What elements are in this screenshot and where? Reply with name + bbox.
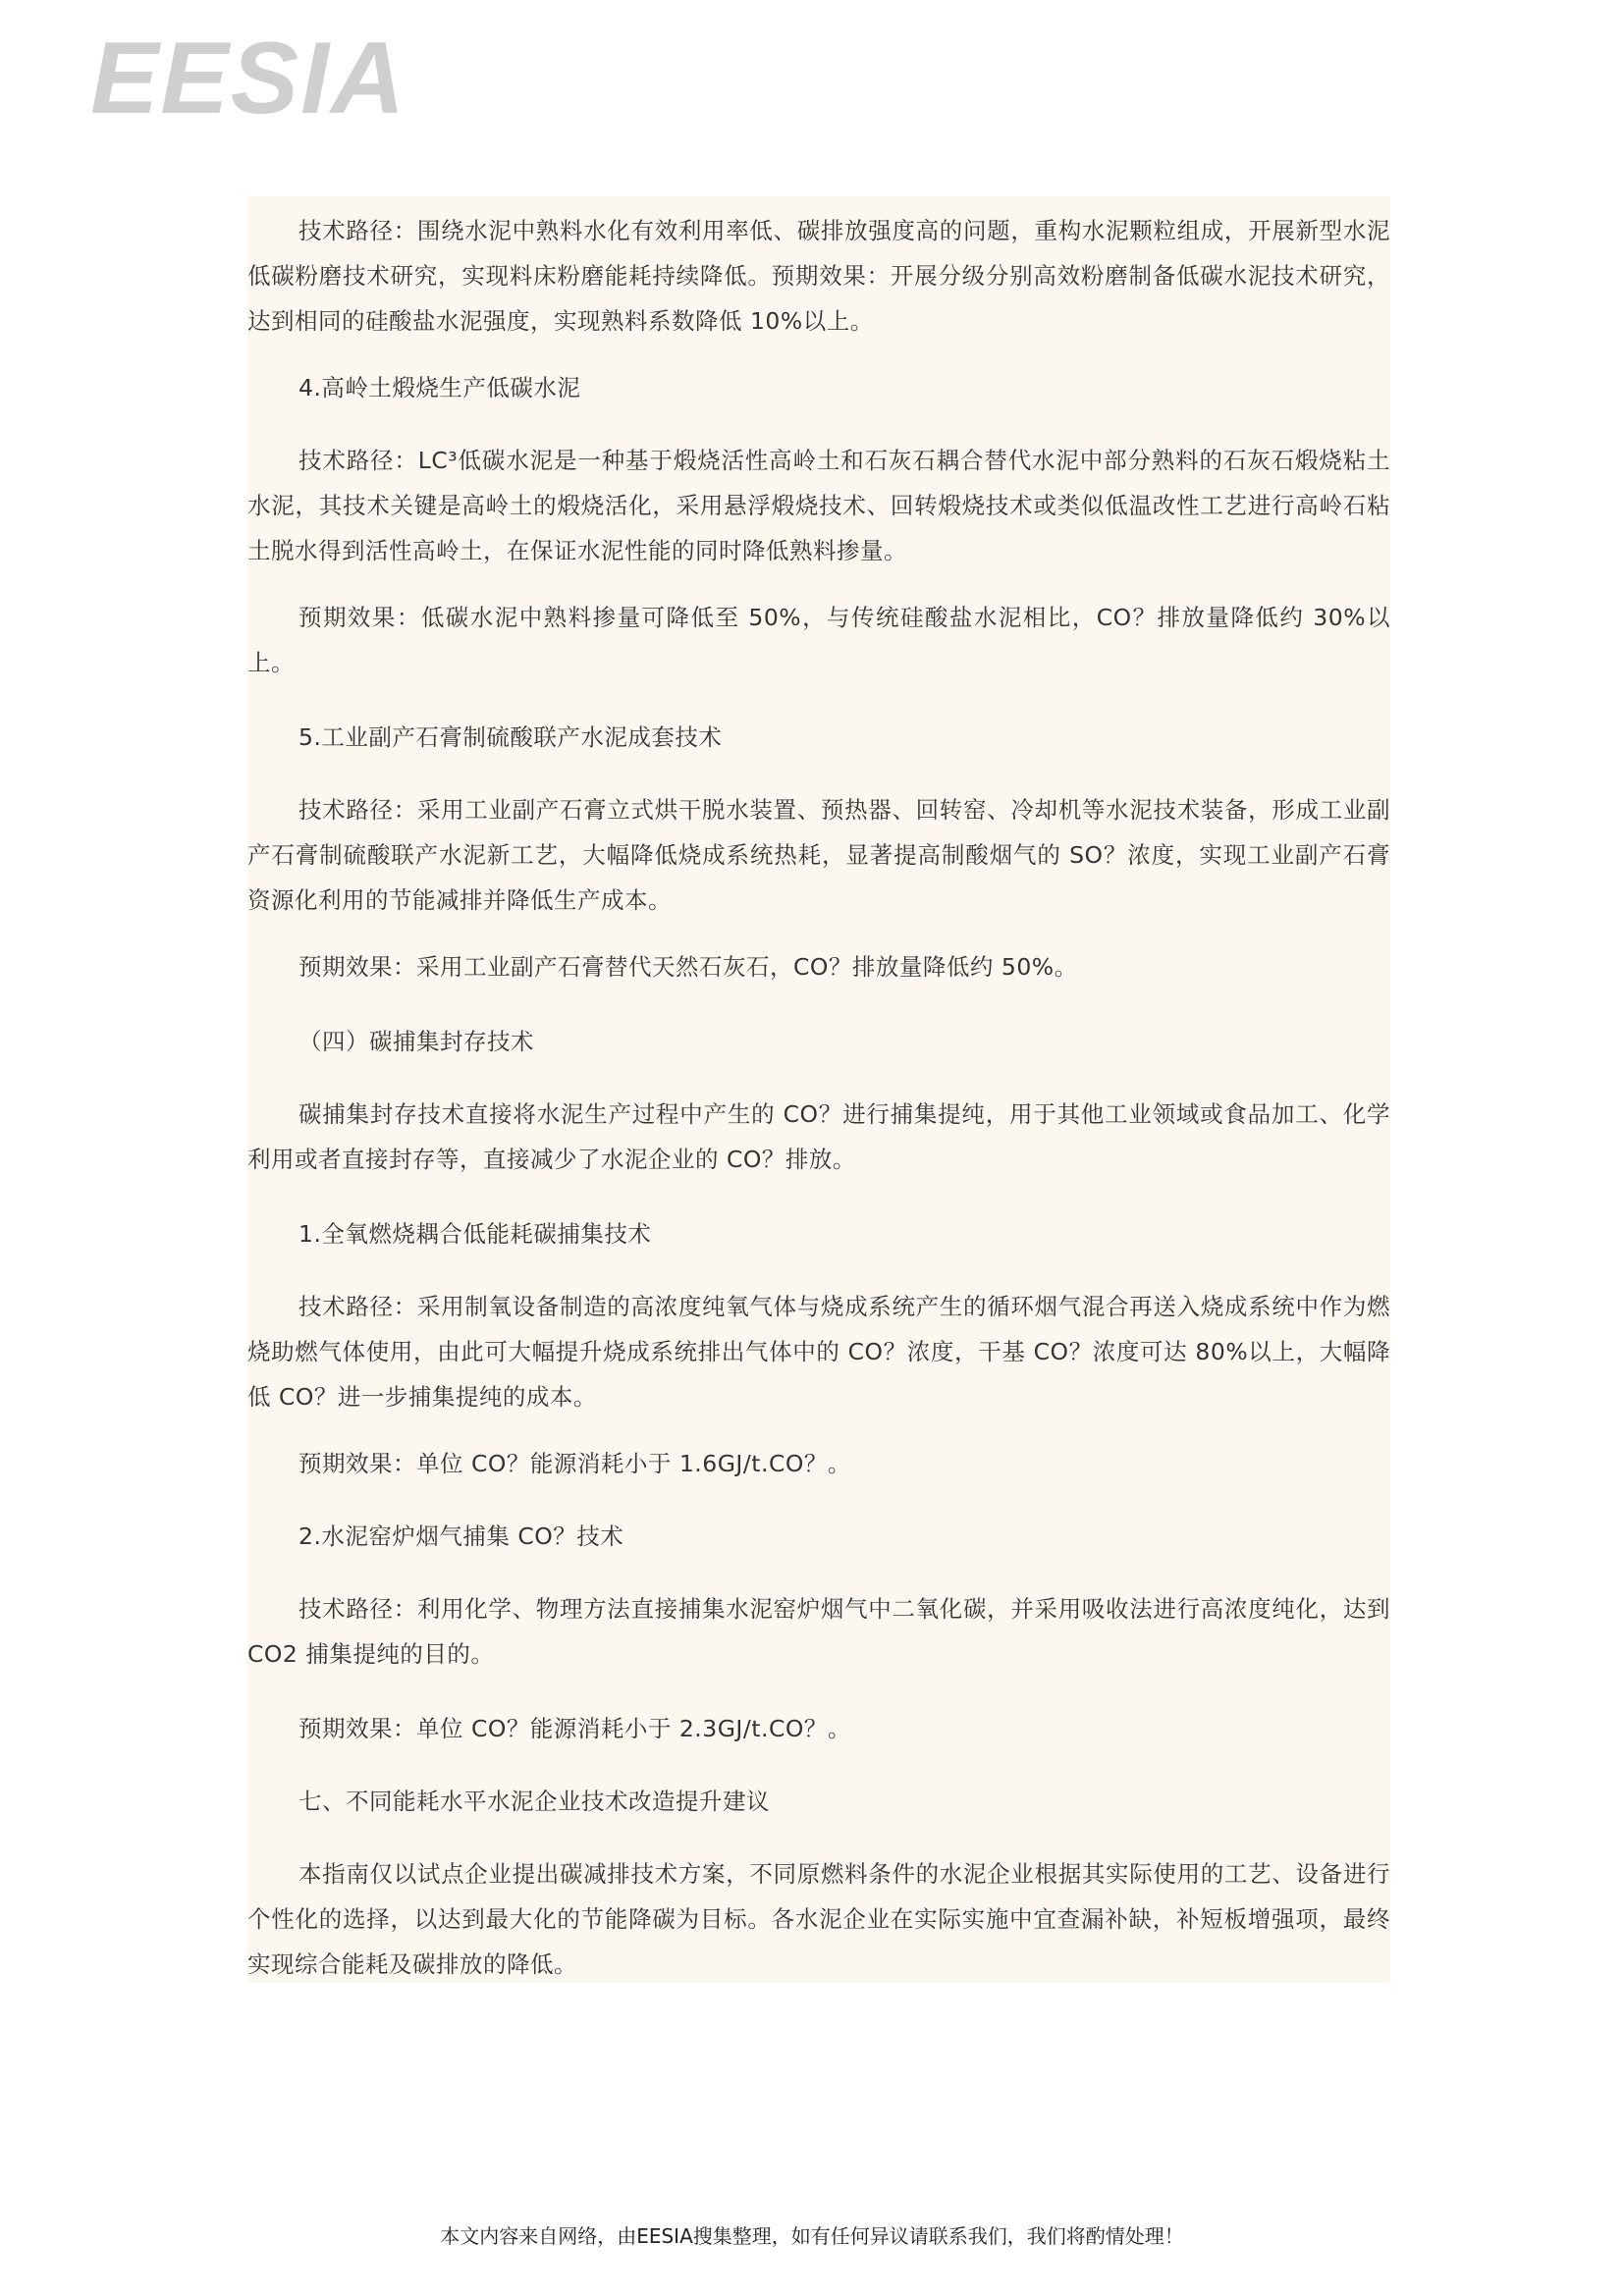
- heading-kiln-flue-gas-capture: 2.水泥窑炉烟气捕集 CO？技术: [298, 1522, 624, 1550]
- heading-gypsum-sulfuric-acid: 5.工业副产石膏制硫酸联产水泥成套技术: [298, 723, 723, 751]
- heading-oxyfuel-combustion: 1.全氧燃烧耦合低能耗碳捕集技术: [298, 1220, 652, 1248]
- paragraph-technical-route-oxyfuel: 技术路径：采用制氧设备制造的高浓度纯氧气体与烧成系统产生的循环烟气混合再送入烧成系统中作为燃烧助燃气体使用，由此可大幅提升烧成系统排出气体中的 CO？浓度，干基 CO？浓度可达 80%以上，大幅降低 CO？进一步捕集提纯的成本。: [247, 1293, 1390, 1411]
- paragraph-expected-effect-flue-gas: 预期效果：单位 CO？能源消耗小于 2.3GJ/t.CO？。: [298, 1715, 851, 1742]
- paragraph-technical-route-lc3: 技术路径：LC³低碳水泥是一种基于煅烧活性高岭土和石灰石耦合替代水泥中部分熟料的石灰石煅烧粘土水泥，其技术关键是高岭土的煅烧活化，采用悬浮煅烧技术、回转煅烧技术或类似低温改性工艺进行高岭石粘土脱水得到活性高岭土，在保证水泥性能的同时降低熟料掺量。: [247, 447, 1390, 564]
- heading-kaolin-calcination: 4.高岭土煅烧生产低碳水泥: [298, 374, 581, 401]
- heading-section-seven: 七、不同能耗水平水泥企业技术改造提升建议: [298, 1788, 770, 1815]
- paragraph-expected-effect-oxyfuel: 预期效果：单位 CO？能源消耗小于 1.6GJ/t.CO？。: [298, 1450, 851, 1477]
- paragraph-expected-effect-gypsum: 预期效果：采用工业副产石膏替代天然石灰石，CO？排放量降低约 50%。: [298, 953, 1078, 981]
- paragraph-guideline-summary: 本指南仅以试点企业提出碳减排技术方案，不同原燃料条件的水泥企业根据其实际使用的工艺、设备进行个性化的选择，以达到最大化的节能降碳为目标。各水泥企业在实际实施中宜查漏补缺，补短板增强项，最终实现综合能耗及碳排放的降低。: [247, 1860, 1390, 1978]
- paragraph-technical-route-gypsum: 技术路径：采用工业副产石膏立式烘干脱水装置、预热器、回转窑、冷却机等水泥技术装备，形成工业副产石膏制硫酸联产水泥新工艺，大幅降低烧成系统热耗，显著提高制酸烟气的 SO？浓度，实现工业副产石膏资源化利用的节能减排并降低生产成本。: [247, 796, 1390, 914]
- paragraph-carbon-capture-intro: 碳捕集封存技术直接将水泥生产过程中产生的 CO？进行捕集提纯，用于其他工业领域或食品加工、化学利用或者直接封存等，直接减少了水泥企业的 CO？排放。: [247, 1100, 1390, 1173]
- eesia-logo: EESIA: [90, 22, 407, 135]
- paragraph-technical-route-grinding: 技术路径：围绕水泥中熟料水化有效利用率低、碳排放强度高的问题，重构水泥颗粒组成，开展新型水泥低碳粉磨技术研究，实现料床粉磨能耗持续降低。预期效果：开展分级分别高效粉磨制备低碳水泥技术研究，达到相同的硅酸盐水泥强度，实现熟料系数降低 10%以上。: [247, 217, 1390, 335]
- page-footer-disclaimer: 本文内容来自网络，由EESIA搜集整理，如有任何异议请联系我们，我们将酌情处理！: [440, 2224, 1184, 2248]
- heading-carbon-capture-storage: （四）碳捕集封存技术: [298, 1028, 534, 1055]
- paragraph-technical-route-flue-gas: 技术路径：利用化学、物理方法直接捕集水泥窑炉烟气中二氧化碳，并采用吸收法进行高浓度纯化，达到 CO2 捕集提纯的目的。: [247, 1595, 1390, 1668]
- paragraph-expected-effect-lc3: 预期效果：低碳水泥中熟料掺量可降低至 50%，与传统硅酸盐水泥相比，CO？排放量降低约 30%以上。: [247, 604, 1390, 676]
